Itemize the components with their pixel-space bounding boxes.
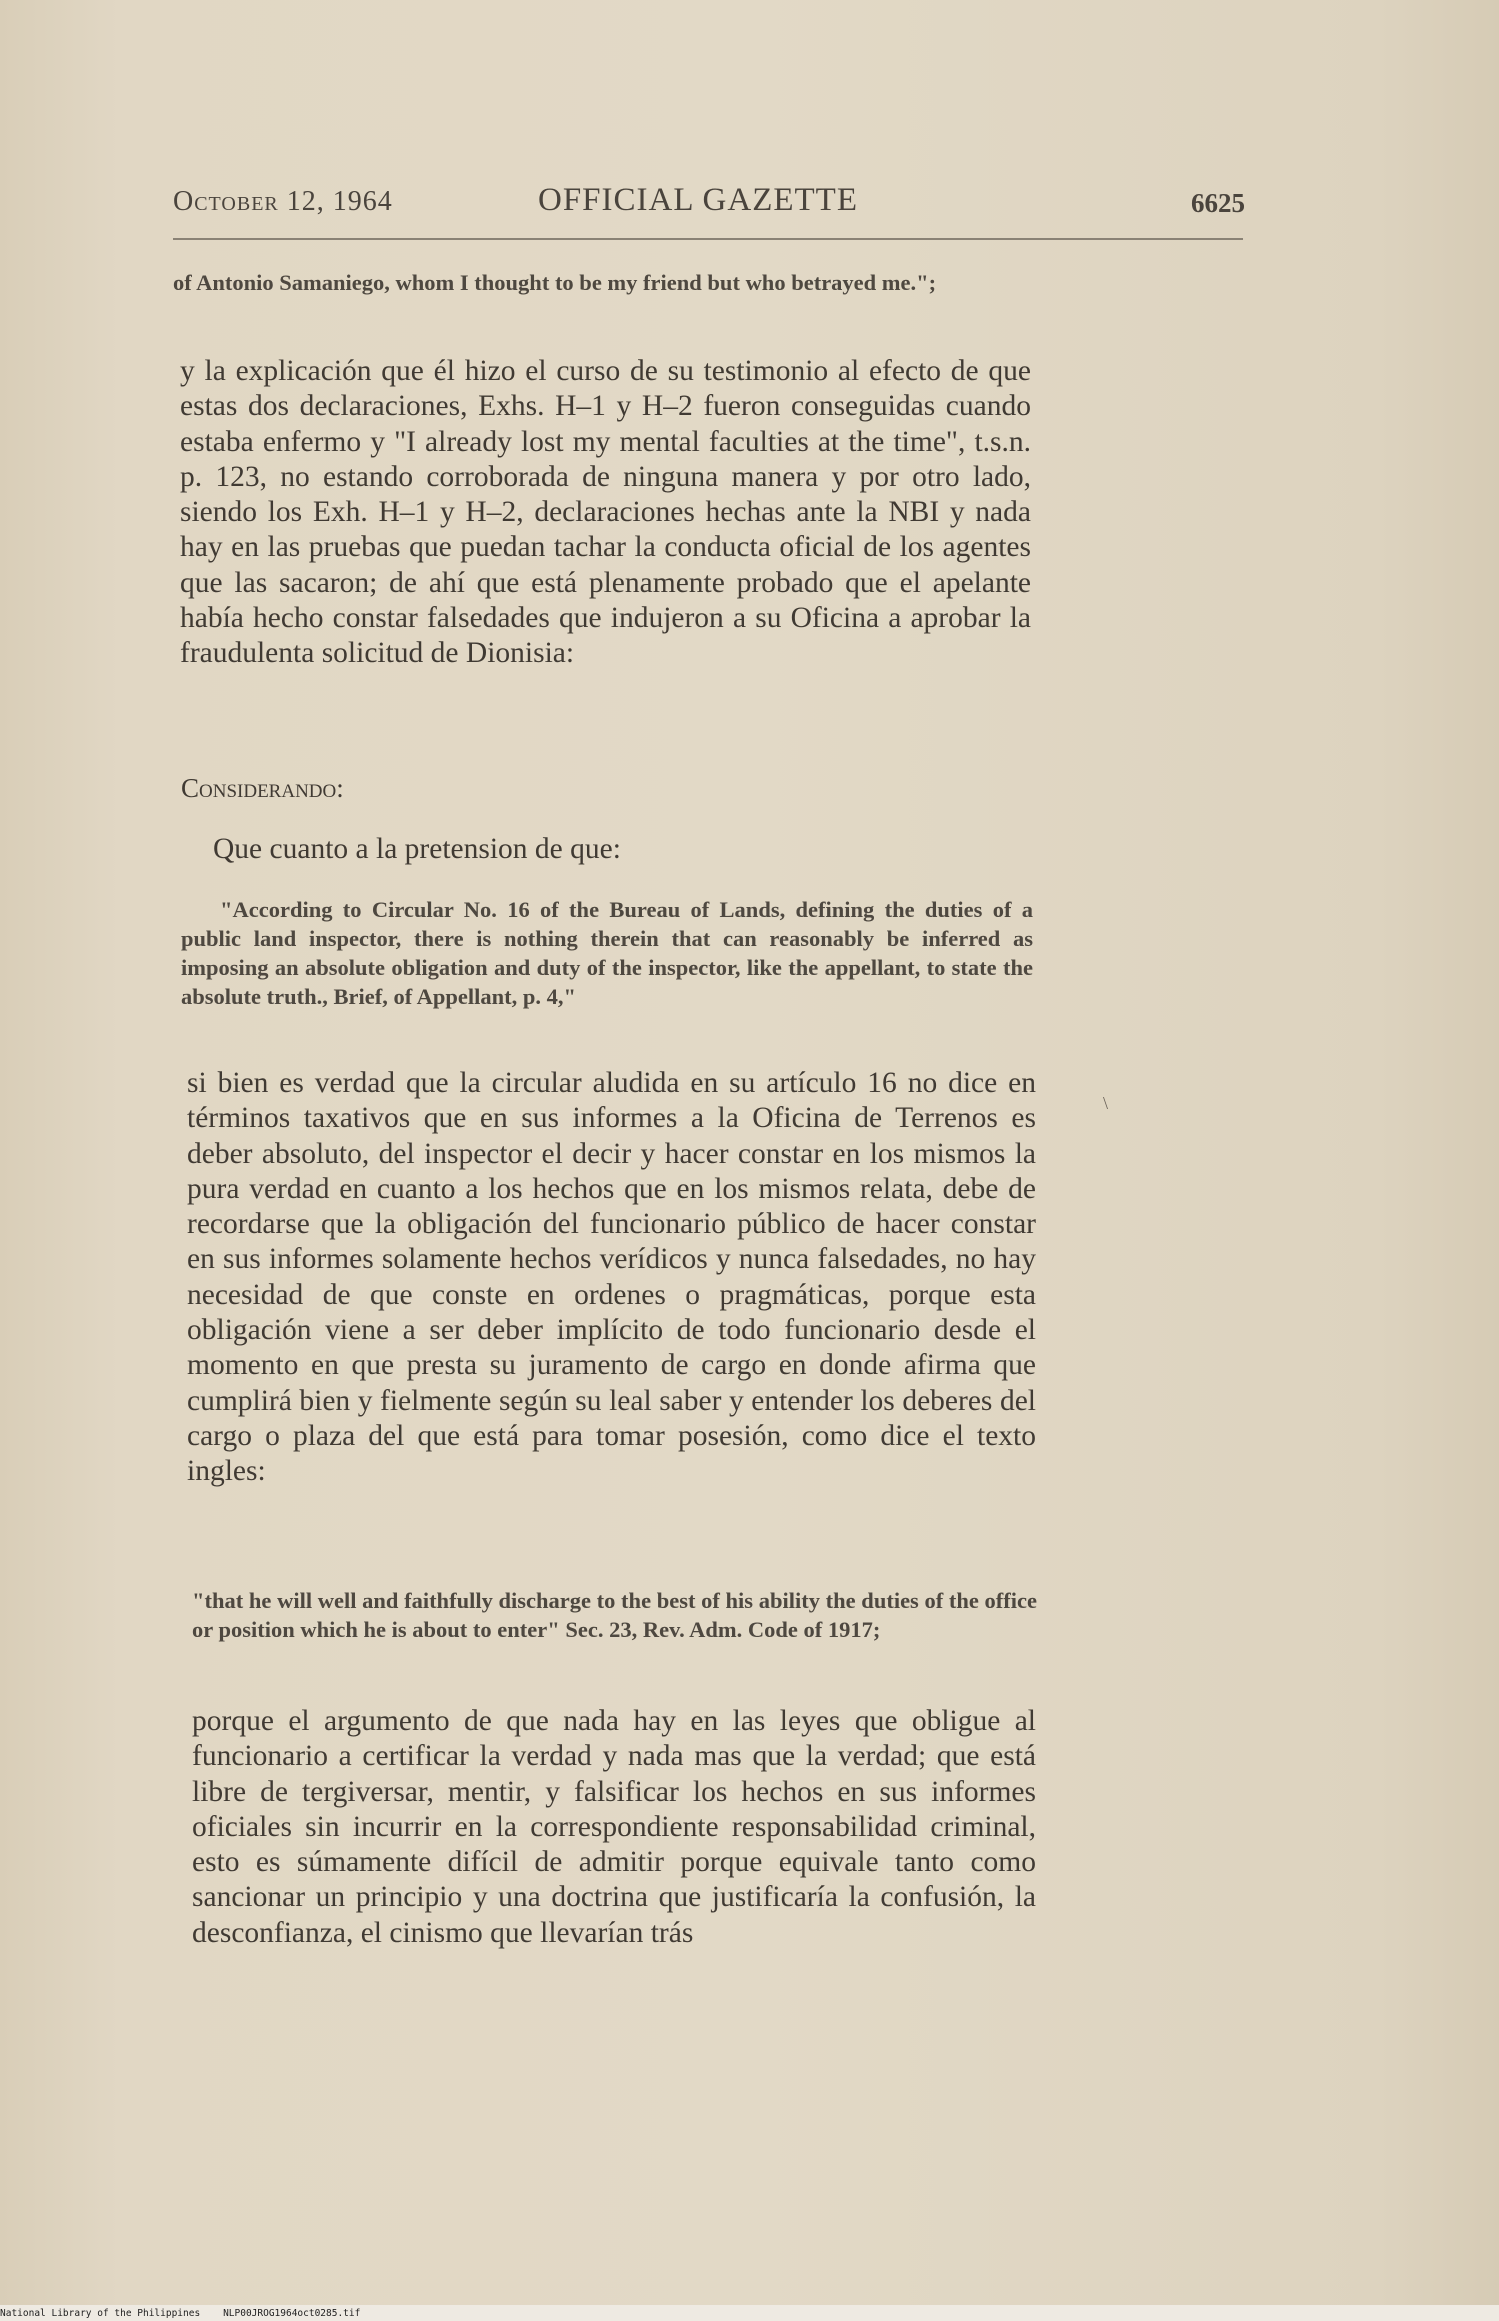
header-rule (173, 238, 1243, 240)
page-number: 6625 (1191, 188, 1245, 218)
quotation-block: of Antonio Samaniego, whom I thought to be my friend but who betrayed me."; (173, 270, 937, 295)
paragraph-intro: Que cuanto a la pretension de que: (213, 833, 621, 865)
stray-mark: \ (1103, 1093, 1109, 1113)
scan-footer (0, 2308, 360, 2319)
paragraph: si bien es verdad que la circular aludida en su artículo 16 no dice en términos taxativos que en sus informes a la Oficina de Terrenos es deber absoluto, del inspector el decir y hacer constar en los mismos la pura verdad en cuanto a los hechos que en los mismos relata, debe de recordarse que la obligación del funcionario público de hacer constar en sus informes solamente hechos verídicos y nunca falsedades, no hay necesidad de que conste en ordenes o pragmáticas, porque esta obligación viene a ser deber implícito de todo funcionario desde el momento en que presta su juramento de cargo en donde afirma que cumplirá bien y fielmente según su leal saber y entender los deberes del cargo o plaza del que está para tomar posesión, como dice el texto ingles: (187, 1067, 1036, 1488)
publication-title: OFFICIAL GAZETTE (538, 182, 858, 218)
section-heading: Considerando: (181, 773, 344, 803)
quotation-block: "According to Circular No. 16 of the Bureau of Lands, defining the duties of a public land inspector, there is nothing therein that can reasonably be inferred as imposing an absolute obligation and duty of the inspector, like the appellant, to state the absolute truth., Brief, of Appellant, p. 4," (181, 897, 1033, 1009)
footer-file: NLP00JROG1964oct0285.tif (223, 2308, 361, 2319)
paragraph: y la explicación que él hizo el curso de su testimonio al efecto de que estas dos declaraciones, Exhs. H–1 y H–2 fueron conseguidas cuando estaba enfermo y "I already lost my mental faculties at the time", t.s.n. p. 123, no estando corroborada de ninguna manera y por otro lado, siendo los Exh. H–1 y H–2, declaraciones hechas ante la NBI y nada hay en las pruebas que puedan tachar la conducta oficial de los agentes que las sacaron; de ahí que está plenamente probado que el apelante había hecho constar falsedades que indujeron a su Oficina a aprobar la fraudulenta solicitud de Dionisia: (180, 355, 1031, 670)
footer-library: National Library of the Philippines (0, 2308, 201, 2319)
header-date: October 12, 1964 (173, 186, 393, 217)
quotation-block: "that he will well and faithfully discharge to the best of his ability the duties of the office or position which he is about to enter" Sec. 23, Rev. Adm. Code of 1917; (192, 1588, 1037, 1642)
paragraph: porque el argumento de que nada hay en las leyes que obligue al funcionario a certificar la verdad y nada mas que la verdad; que está libre de tergiversar, mentir, y falsificar los hechos en sus informes oficiales sin incurrir en la correspondiente responsabilidad criminal, esto es súmamente difícil de admitir porque equivale tanto como sancionar un principio y una doctrina que justificaría la confusión, la desconfianza, el cinismo que llevarían trás (192, 1705, 1036, 1949)
page-header (173, 182, 1245, 226)
